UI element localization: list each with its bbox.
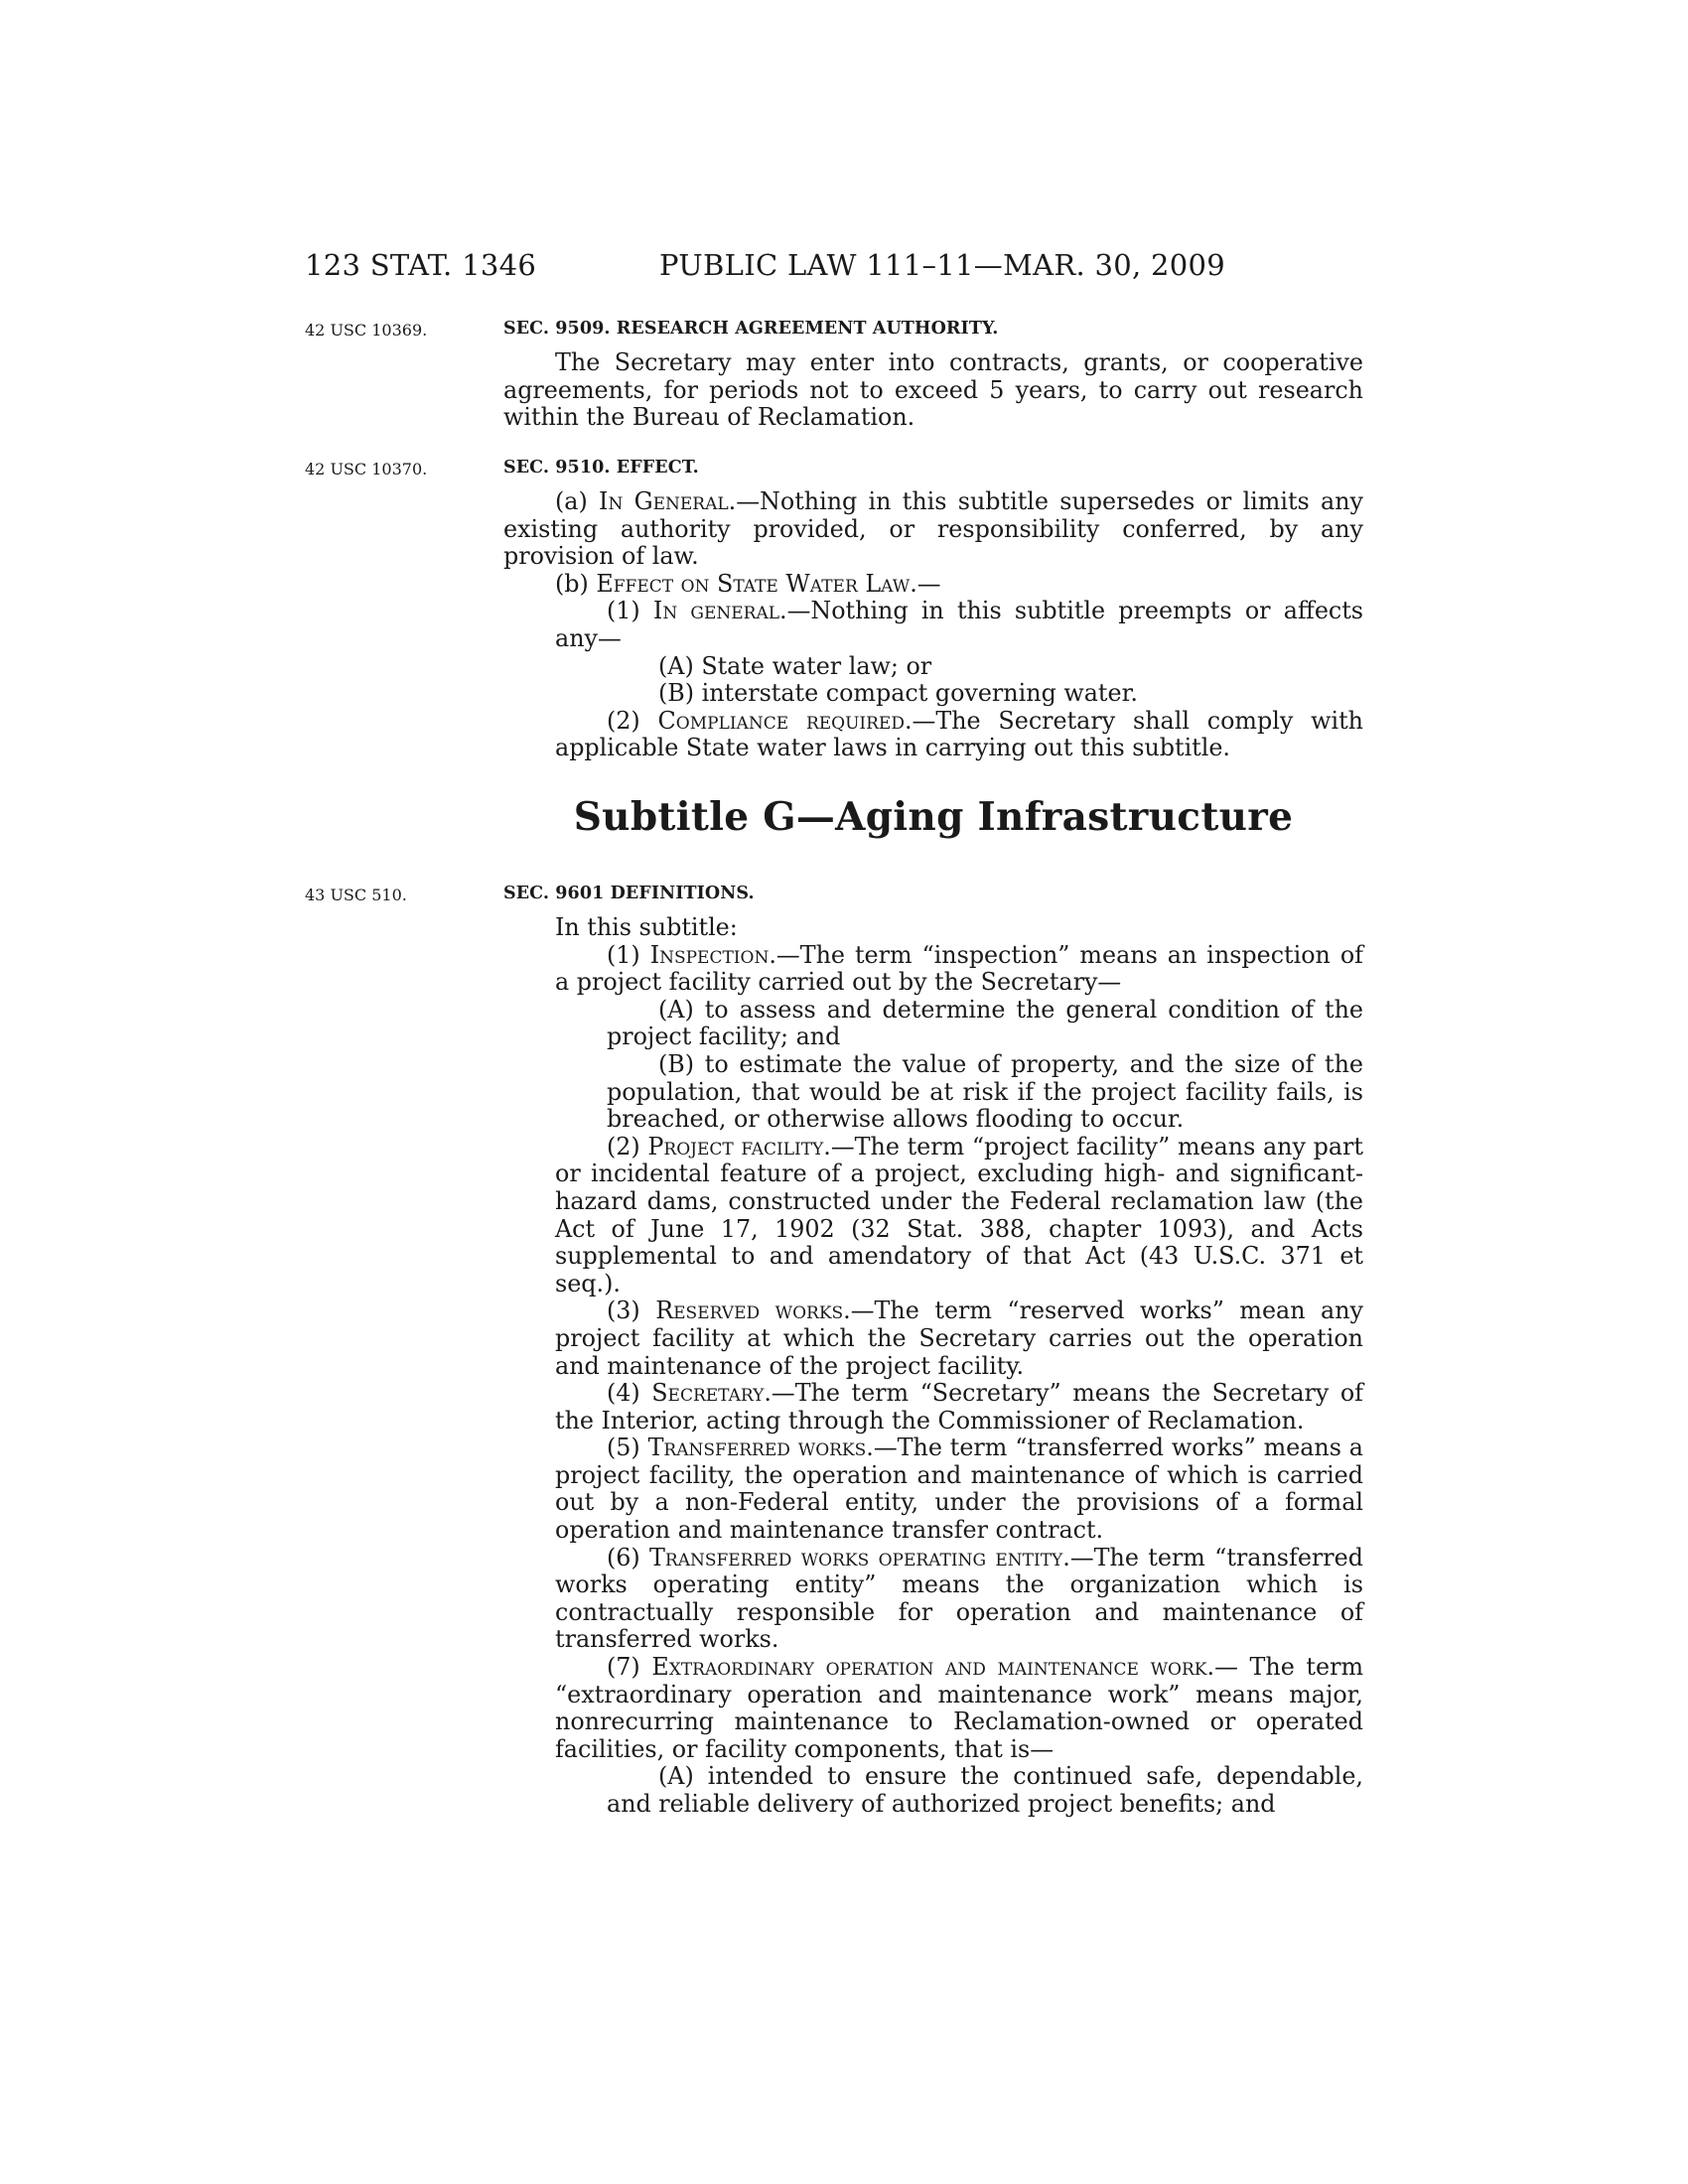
paragraph-b2 (503, 708, 1363, 762)
definition-label: (3) (607, 1297, 656, 1325)
definition-text: —The term “inspection” means an inspection of a project facility carried out by the Secretary— (555, 940, 1363, 997)
paragraph-label: (1) (607, 597, 653, 625)
definition-text: —The term “Secretary” means the Secretary of the Interior, acting through the Commissioner of Reclamation. (555, 1379, 1363, 1434)
page-law-header: PUBLIC LAW 111–11—MAR. 30, 2009 (659, 248, 1226, 282)
section-paragraph: The Secretary may enter into contracts, grants, or cooperative agreements, for periods not to exceed 5 years, to carry out research within the Bureau of Reclamation. (503, 348, 1363, 432)
definition-5 (503, 1434, 1363, 1544)
subsection-text: — (916, 569, 941, 598)
definition-label: (7) (607, 1653, 652, 1682)
definition-7 (503, 1654, 1363, 1763)
page-stat-citation: 123 STAT. 1346 (305, 248, 537, 282)
definition-label: (5) (607, 1433, 648, 1462)
definition-label: (1) (607, 940, 650, 969)
margin-note-sec9509: 42 USC 10369. (305, 321, 428, 340)
paragraph-text: —The Secretary shall comply with applicable State water laws in carrying out this subtitle. (555, 706, 1363, 762)
clause-7A: (A) intended to ensure the continued safe, dependable, and reliable delivery of authorized project benefits; and (607, 1762, 1363, 1818)
subsection-title: In General. (599, 487, 737, 515)
section-9601 (503, 881, 1363, 1819)
clause-1A: (A) to assess and determine the general condition of the project facility; and (607, 995, 1363, 1051)
clause-1B: (B) to estimate the value of property, and the size of the population, that would be at risk if the project facility fails, is breached, or otherwise allows flooding to occur. (607, 1049, 1363, 1134)
definition-text: —The term “transferred works operating entity” means the organization which is contractually responsible for operation and maintenance of transferred works. (555, 1543, 1363, 1654)
subsection-label: (b) (555, 569, 597, 598)
definition-text: — The term “extraordinary operation and maintenance work” means major, nonrecurring maintenance to Reclamation-owned or operated facilities, or facility components, that is— (555, 1653, 1364, 1763)
definition-1 (503, 942, 1363, 997)
subsection-text: —Nothing in this subtitle supersedes or limits any existing authority provided, or responsibility conferred, by any provision of law. (503, 487, 1363, 571)
definition-text: —The term “reserved works” mean any project facility at which the Secretary carries out the operation and maintenance of the project facility. (555, 1297, 1364, 1380)
paragraph-text: —Nothing in this subtitle preempts or affects any— (555, 597, 1364, 652)
definition-2 (503, 1134, 1363, 1298)
paragraph-title: Compliance required. (657, 706, 913, 735)
section-9509 (503, 316, 1363, 432)
margin-note-sec9510: 42 USC 10370. (305, 460, 428, 478)
definition-text: —The term “project facility” means any part or incidental feature of a project, excluding high- and significant-hazard dams, constructed under the Federal reclamation law (the Act of June 17, 1902 (32 Stat. 388, chapter 1093), and Acts supplemental to and amendatory of that Act (43 U.S.C. 371 et seq.). (555, 1132, 1363, 1297)
clause-b1B: (B) interstate compact governing water. (658, 679, 1138, 708)
subsection-title: Effect on State Water Law. (596, 569, 917, 598)
definition-4 (503, 1380, 1363, 1434)
margin-note-sec9601: 43 USC 510. (305, 886, 407, 904)
definition-title: Project facility. (647, 1132, 831, 1160)
subsection-b (503, 571, 1363, 599)
section-heading: SEC. 9509. RESEARCH AGREEMENT AUTHORITY. (503, 319, 999, 339)
definition-title: Secretary. (651, 1379, 772, 1408)
section-heading: SEC. 9601 DEFINITIONS. (503, 884, 755, 903)
paragraph-label: (2) (607, 706, 658, 735)
section-heading: SEC. 9510. EFFECT. (503, 458, 699, 478)
definition-6 (503, 1545, 1363, 1654)
subtitle-heading: Subtitle G—Aging Infrastructure (573, 794, 1294, 840)
definition-text: —The term “transferred works” means a project facility, the operation and maintenance of which is carried out by a non-Federal entity, under the provisions of a formal operation and maintenance transfer contract. (555, 1433, 1363, 1545)
subsection-a (503, 488, 1363, 571)
definition-title: Transferred works. (647, 1433, 874, 1462)
section-9510 (503, 455, 1363, 762)
definition-title: Inspection. (649, 940, 776, 969)
paragraph-title: In general. (652, 597, 787, 625)
definition-3 (503, 1297, 1363, 1380)
definition-title: Extraordinary operation and maintenance work. (651, 1653, 1215, 1682)
definition-title: Transferred works operating entity. (649, 1543, 1070, 1571)
subsection-label: (a) (555, 487, 600, 515)
definition-label: (6) (607, 1543, 650, 1571)
definition-label: (4) (607, 1379, 652, 1408)
paragraph-b1 (503, 598, 1363, 652)
definition-title: Reserved works. (655, 1297, 851, 1325)
clause-b1A: (A) State water law; or (658, 651, 932, 680)
definition-label: (2) (607, 1132, 648, 1160)
section-intro: In this subtitle: (555, 913, 738, 941)
